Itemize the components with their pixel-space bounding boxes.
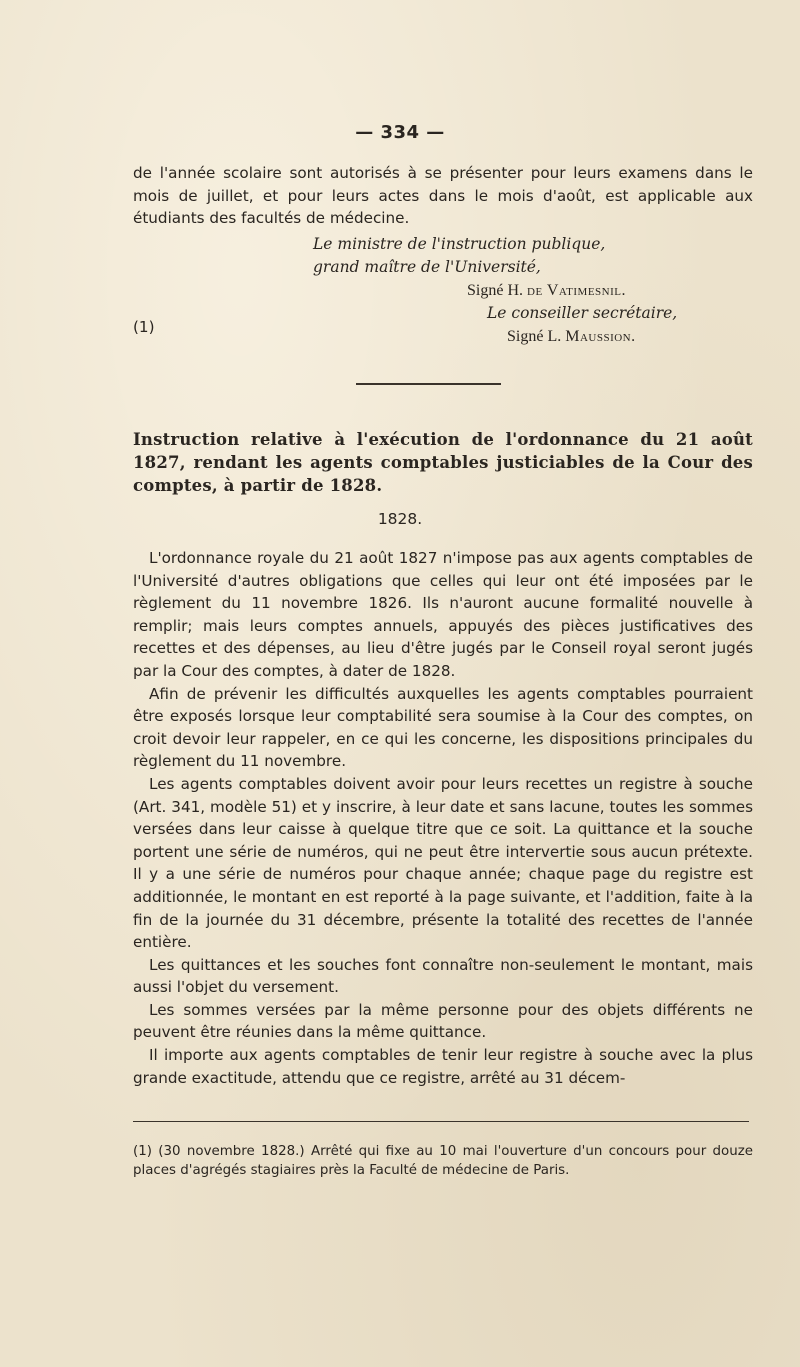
body-paragraph: Les sommes versées par la même personne pour des objets différents ne peuvent être réunies dans la même quittance. (133, 1000, 753, 1042)
footnote-marker: (1) (133, 318, 155, 336)
body-text (133, 547, 753, 1089)
signature-vatimesnil (467, 279, 626, 302)
footnote-text: (1) (30 novembre 1828.) Arrêté qui fixe au 10 mai l'ouverture d'un concours pour douze places d'agrégés stagiaires près la Faculté de médecine de Paris. (133, 1144, 753, 1178)
intro-paragraph: de l'année scolaire sont autorisés à se présenter pour leurs examens dans le mois de juillet, et pour leurs actes dans le mois d'août, est applicable aux étudiants des facultés de médecine. (133, 164, 753, 228)
body-paragraph: Les quittances et les souches font connaître non-seulement le montant, mais aussi l'objet du versement. (133, 955, 753, 997)
section-divider (356, 383, 501, 385)
body-paragraph: Il importe aux agents comptables de tenir leur registre à souche avec la plus grande exactitude, attendu que ce registre, arrêté au 31 décem- (133, 1046, 753, 1087)
body-paragraph: Les agents comptables doivent avoir pour leurs recettes un registre à souche (Art. 341, modèle 51) et y inscrire, à leur date et sans lacune, toutes les sommes versées dans leur caisse à quelque titre que ce soit. La quittance et la souche portent une série de numéros, qui ne peut être intervertie sous aucun prétexte. Il y a une série de numéros pour chaque année; chaque page du registre est additionnée, le montant en est reporté à la page suivante, et l'addition, faite à la fin de la journée du 31 décembre, présente la totalité des recettes de l'année entière. (133, 774, 753, 952)
signature-prefix: Signé L. (507, 328, 566, 345)
signature-grand-maitre: grand maître de l'Université, (313, 258, 541, 276)
section-year: 1828. (377, 510, 423, 528)
body-paragraph: Afin de prévenir les difficultés auxquelles les agents comptables pourraient être exposés lorsque leur comptabilité sera soumise à la Cour des comptes, on croit devoir leur rappeler, en ce qui les concerne, les dispositions principales du règlement du 11 novembre. (133, 684, 753, 771)
signature-minister-title: Le ministre de l'instruction publique, (313, 235, 606, 253)
signature-secretary-title: Le conseiller secrétaire, (487, 304, 678, 322)
signature-name: Maussion. (565, 328, 636, 345)
signature-name: de Vatimesnil. (527, 282, 626, 299)
page-number: — 334 — (355, 122, 445, 143)
signature-maussion (507, 325, 636, 348)
body-paragraph: L'ordonnance royale du 21 août 1827 n'impose pas aux agents comptables de l'Université d'autres obligations que celles qui leur ont été imposées par le règlement du 11 novembre 1826. Ils n'auront aucune formalité nouvelle à remplir; mais leurs comptes annuels, appuyés des pièces justificatives des recettes et des dépenses, au lieu d'être jugés par le Conseil royal seront jugés par la Cour des comptes, à dater de 1828. (133, 549, 753, 680)
section-heading: Instruction relative à l'exécution de l'ordonnance du 21 août 1827, rendant les agents comptables justiciables de la Cour des comptes, à partir de 1828. (133, 430, 753, 495)
footnote-divider (133, 1121, 749, 1122)
signature-prefix: Signé H. (467, 282, 527, 299)
